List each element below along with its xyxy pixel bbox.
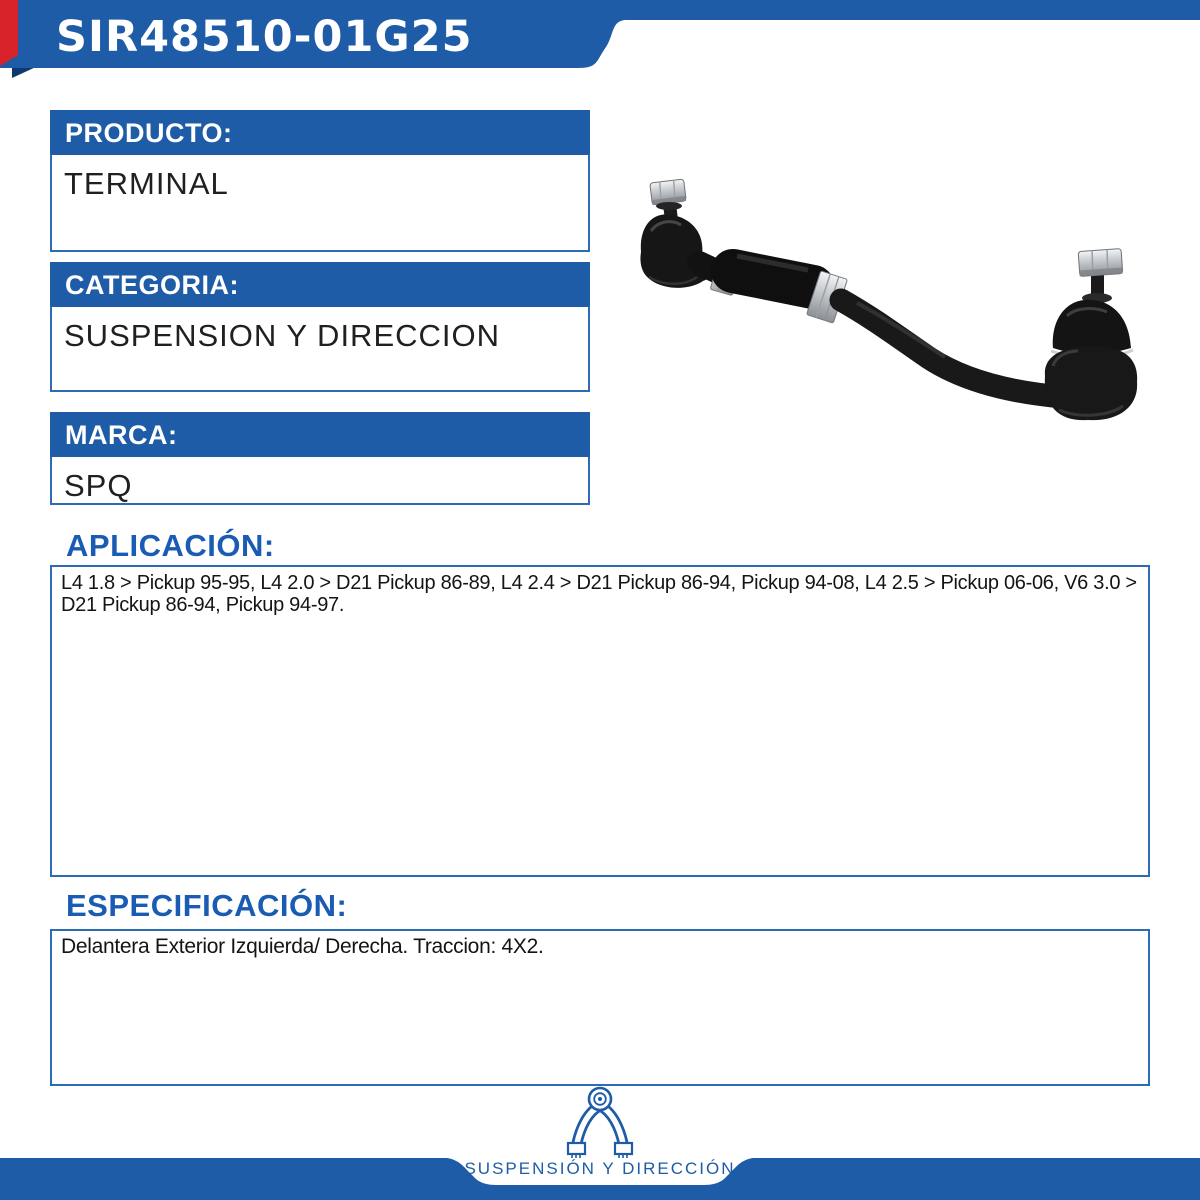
part-number: SIR48510-01G25 [56,12,473,62]
field-categoria-value: SUSPENSION Y DIRECCION [50,307,590,392]
field-categoria-label: CATEGORIA: [50,262,590,307]
right-ball-joint [1045,249,1137,421]
section-title-especificacion: ESPECIFICACIÓN: [66,888,348,923]
field-marca-value: SPQ [50,457,590,505]
field-producto-value: TERMINAL [50,155,590,252]
tie-rod-shaft [841,300,1053,396]
section-body-especificacion: Delantera Exterior Izquierda/ Derecha. Traccion: 4X2. [50,929,1150,1086]
field-producto-label: PRODUCTO: [50,110,590,155]
control-arm-icon [556,1086,644,1158]
field-marca [50,412,590,505]
header-red-ribbon [0,0,18,66]
field-categoria [50,262,590,392]
product-photo-tie-rod-end [615,160,1145,430]
section-title-aplicacion: APLICACIÓN: [66,528,275,563]
footer-brand-text: SUSPENSIÓN Y DIRECCIÓN [464,1159,736,1178]
section-body-aplicacion: L4 1.8 > Pickup 95-95, L4 2.0 > D21 Pickup 86-89, L4 2.4 > D21 Pickup 86-94, Pickup 94-08, L4 2.5 > Pickup 06-06, V6 3.0 > D21 Pickup 86-94, Pickup 94-97. [50,565,1150,877]
adjuster-sleeve [699,253,847,323]
field-producto [50,110,590,252]
field-marca-label: MARCA: [50,412,590,457]
